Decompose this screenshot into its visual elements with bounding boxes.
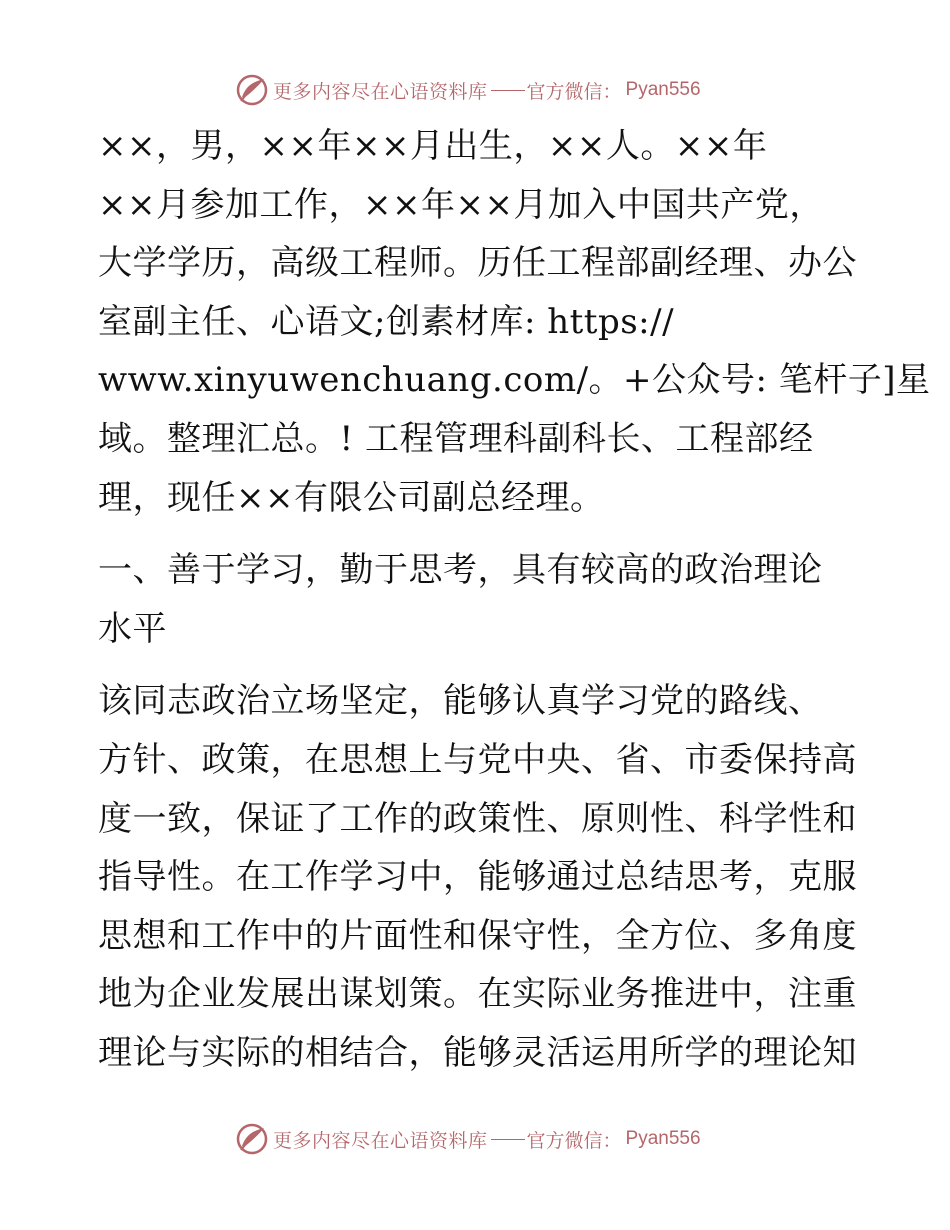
- paragraph-bio: [98, 117, 931, 527]
- heading-line: 水平: [98, 608, 167, 649]
- text-line: 室副主任、心语文;创素材库: https://: [98, 301, 675, 342]
- text-line: www.xinyuwenchuang.com/。+公众号: 笔杆子]星: [98, 360, 931, 401]
- text-line: 地为企业发展出谋划策。在实际业务推进中，注重: [98, 974, 857, 1015]
- section-heading: [98, 541, 858, 658]
- header-banner: [235, 73, 701, 107]
- pen-logo-icon: [235, 1122, 269, 1156]
- text-line: 方针、政策，在思想上与党中央、省、市委保持高: [98, 739, 857, 780]
- banner-account-id: Pyan556: [625, 79, 701, 100]
- pen-logo-icon: [235, 73, 269, 107]
- banner-slogan: 更多内容尽在心语资料库: [273, 80, 488, 103]
- text-line: ××月参加工作，××年××月加入中国共产党，: [98, 184, 824, 225]
- text-line: 理，现任××有限公司副总经理。: [98, 477, 605, 518]
- text-line: 该同志政治立场坚定，能够认真学习党的路线、: [98, 681, 823, 722]
- document-body: [98, 117, 931, 1083]
- paragraph-politics: [98, 672, 858, 1082]
- text-line: 指导性。在工作学习中，能够通过总结思考，克服: [98, 857, 857, 898]
- banner-dash: [491, 90, 525, 91]
- footer-banner: [235, 1122, 701, 1156]
- text-line: 理论与实际的相结合，能够灵活运用所学的理论知: [98, 1032, 857, 1073]
- text-line: 度一致，保证了工作的政策性、原则性、科学性和: [98, 798, 857, 839]
- banner-official-label: 官方微信：: [526, 1129, 622, 1152]
- banner-slogan: 更多内容尽在心语资料库: [273, 1129, 488, 1152]
- text-line: 大学学历，高级工程师。历任工程部副经理、办公: [98, 243, 857, 284]
- text-line: 域。整理汇总。! 工程管理科副科长、工程部经: [98, 418, 814, 459]
- banner-dash: [491, 1139, 525, 1140]
- banner-official-label: 官方微信：: [526, 80, 622, 103]
- heading-line: 一、善于学习，勤于思考，具有较高的政治理论: [98, 550, 823, 591]
- text-line: 思想和工作中的片面性和保守性，全方位、多角度: [98, 915, 857, 956]
- banner-account-id: Pyan556: [625, 1128, 701, 1149]
- text-line: ××，男，××年××月出生，××人。××年: [98, 126, 768, 166]
